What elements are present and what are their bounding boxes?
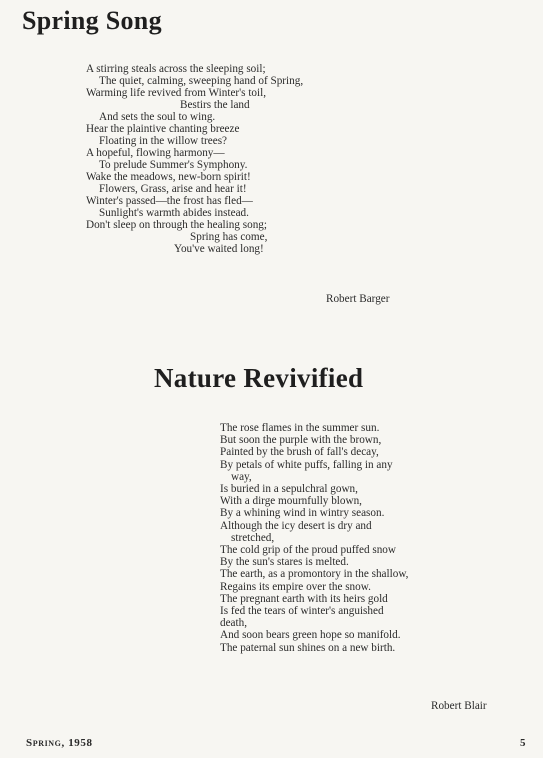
poem-spring-song xyxy=(86,63,303,255)
poem-line: Is buried in a sepulchral gown, xyxy=(220,483,358,496)
poem-line: The earth, as a promontory in the shallow, xyxy=(220,568,409,581)
poem-line: Although the icy desert is dry and xyxy=(220,519,372,532)
poem-line: The pregnant earth with its heirs gold xyxy=(220,592,388,605)
poem-title-nature-revivified: Nature Revivified xyxy=(154,363,364,393)
footer-issue-date: Spring, 1958 xyxy=(26,737,93,749)
poem-line: By the sun's stares is melted. xyxy=(220,556,349,569)
page-number: 5 xyxy=(520,737,527,749)
poem-line: With a dirge mournfully blown, xyxy=(220,495,362,508)
poem-line: Painted by the brush of fall's decay, xyxy=(220,446,379,459)
poem-line: A stirring steals across the sleeping soil; xyxy=(86,63,266,75)
poem-line: way, xyxy=(231,470,252,483)
poem-line: But soon the purple with the brown, xyxy=(220,434,382,447)
poem-line: And sets the soul to wing. xyxy=(99,111,216,123)
poem-line: By petals of white puffs, falling in any xyxy=(220,458,393,471)
poem-line: Bestirs the land xyxy=(180,99,250,111)
poem-line: Regains its empire over the snow. xyxy=(220,580,371,593)
poem-line: The rose flames in the summer sun. xyxy=(220,422,380,434)
poem-line: Spring has come, xyxy=(190,231,268,243)
poem-line: Wake the meadows, new-born spirit! xyxy=(86,171,251,183)
poem-line: By a whining wind in wintry season. xyxy=(220,507,385,520)
poem-line: To prelude Summer's Symphony. xyxy=(99,159,248,171)
poem-line: The cold grip of the proud puffed snow xyxy=(220,544,396,557)
poem-title-spring-song: Spring Song xyxy=(22,6,162,35)
poem-line: death, xyxy=(220,617,248,630)
poem-author: Robert Blair xyxy=(431,700,487,712)
poem-line: Warming life revived from Winter's toil, xyxy=(86,87,267,99)
poem-line: Hear the plaintive chanting breeze xyxy=(86,123,240,135)
poem-line: The paternal sun shines on a new birth. xyxy=(220,641,396,654)
poem-line: Is fed the tears of winter's anguished xyxy=(220,605,384,618)
poem-line: Flowers, Grass, arise and hear it! xyxy=(99,183,247,195)
poem-author: Robert Barger xyxy=(326,293,390,305)
poem-line: stretched, xyxy=(231,531,275,544)
poem-line: The quiet, calming, sweeping hand of Spring, xyxy=(99,75,304,87)
poem-line: You've waited long! xyxy=(174,243,264,255)
poem-line: Winter's passed—the frost has fled— xyxy=(86,195,253,207)
poem-line: Sunlight's warmth abides instead. xyxy=(99,207,249,219)
poem-line: A hopeful, flowing harmony— xyxy=(86,147,225,159)
poem-nature-revivified xyxy=(220,422,464,654)
poem-line: And soon bears green hope so manifold. xyxy=(220,629,401,642)
poem-line: Don't sleep on through the healing song; xyxy=(86,219,267,231)
poem-line: Floating in the willow trees? xyxy=(99,135,228,147)
